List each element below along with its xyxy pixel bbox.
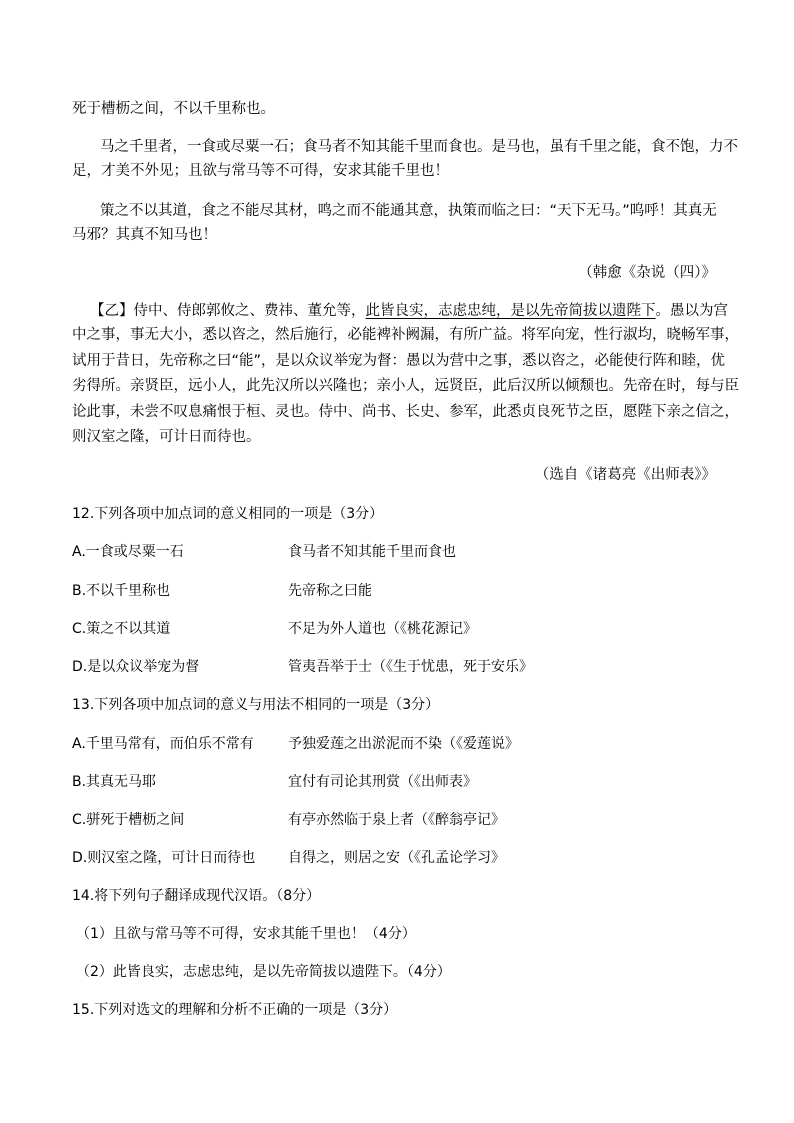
q13-option-c: C.骈死于槽枥之间	[72, 812, 185, 828]
q13-option-b-compare: 宜付有司论其刑赏（《出师表》	[288, 774, 477, 790]
q13-option-c-compare: 有亭亦然临于泉上者（《醉翁亭记》	[288, 812, 505, 828]
passage-b-source: （选自《诸葛亮《出师表》》	[534, 467, 716, 483]
passage-b-line-6: 则汉室之隆，可计日而待也。	[72, 429, 261, 445]
passage-a-line-0: 死于槽枥之间，不以千里称也。	[72, 101, 275, 117]
passage-b-line-3: 试用于昔日，先帝称之曰“能”，是以众议举宠为督：愚以为营中之事，悉以咨之，必能使行阵和睦，优	[72, 353, 726, 369]
q14-item-2: （2）此皆良实，志虑忠纯，是以先帝简拔以遗陛下。（4分）	[76, 964, 451, 980]
passage-a-p2-line-2: 足，才美不外见；且欲与常马等不可得，安求其能千里也！	[72, 163, 449, 179]
q15-stem: 15.下列对选文的理解和分析不正确的一项是（3分）	[72, 1002, 398, 1018]
q12-option-a: A.一食或尽粟一石	[72, 544, 184, 560]
passage-b-line-5: 论此事，未尝不叹息痛恨于桓、灵也。侍中、尚书、长史、参军，此悉贞良死节之臣，愿陛下亲之信之，	[72, 404, 739, 420]
q13-option-b: B.其真无马耶	[72, 774, 157, 790]
q12-option-c-compare: 不足为外人道也（《桃花源记》	[288, 621, 477, 637]
passage-a-p3-line-1: 策之不以其道，食之不能尽其材，鸣之而不能通其意，执策而临之曰：“天下无马。”呜呼！其真无	[100, 203, 717, 219]
passage-a-p2-line-1: 马之千里者，一食或尽粟一石；食马者不知其能千里而食也。是马也，虽有千里之能，食不饱，力不	[100, 139, 738, 155]
q12-option-d-compare: 管夷吾举于士（《生于忧患，死于安乐》	[288, 659, 533, 675]
passage-b-line-4: 劣得所。亲贤臣，远小人，此先汉所以兴隆也；亲小人，远贤臣，此后汉所以倾颓也。先帝在时，每与臣	[72, 378, 739, 394]
passage-b-line-2: 中之事，事无大小，悉以咨之，然后施行，必能裨补阙漏，有所广益。将军向宠，性行淑均，晓畅军事，	[72, 327, 739, 343]
passage-b-line-1-post: 。愚以为宫	[655, 303, 728, 319]
q12-option-d: D.是以众议举宠为督	[72, 659, 200, 675]
passage-b-label: 【乙】	[90, 303, 134, 319]
q13-option-d-compare: 自得之，则居之安（《孔孟论学习》	[288, 850, 505, 866]
q13-option-d: D.则汉室之隆，可计日而待也	[72, 850, 256, 866]
q12-option-a-compare: 食马者不知其能千里而食也	[288, 544, 456, 560]
q12-option-b-compare: 先帝称之曰能	[288, 583, 372, 599]
passage-b-underlined-sentence: 此皆良实，志虑忠纯，是以先帝简拔以遗陛下	[365, 303, 656, 319]
q13-stem: 13.下列各项中加点词的意义与用法不相同的一项是（3分）	[72, 697, 440, 713]
q12-stem: 12.下列各项中加点词的意义相同的一项是（3分）	[72, 506, 384, 522]
passage-a-p3-line-2: 马邪？其真不知马也！	[72, 227, 217, 243]
q12-option-b: B.不以千里称也	[72, 583, 171, 599]
q13-option-a: A.千里马常有，而伯乐不常有	[72, 736, 254, 752]
q14-stem: 14.将下列句子翻译成现代汉语。（8分）	[72, 888, 321, 904]
passage-b-line-1	[90, 300, 728, 322]
q12-option-c: C.策之不以其道	[72, 621, 171, 637]
q14-item-1: （1）且欲与常马等不可得，安求其能千里也！（4分）	[76, 926, 416, 942]
passage-b-line-1-pre: 侍中、侍郎郭攸之、费祎、董允等，	[133, 303, 366, 319]
q13-option-a-compare: 予独爱莲之出淤泥而不染（《爱莲说》	[288, 736, 519, 752]
passage-a-source: （韩愈《杂说（四）》	[578, 265, 716, 281]
